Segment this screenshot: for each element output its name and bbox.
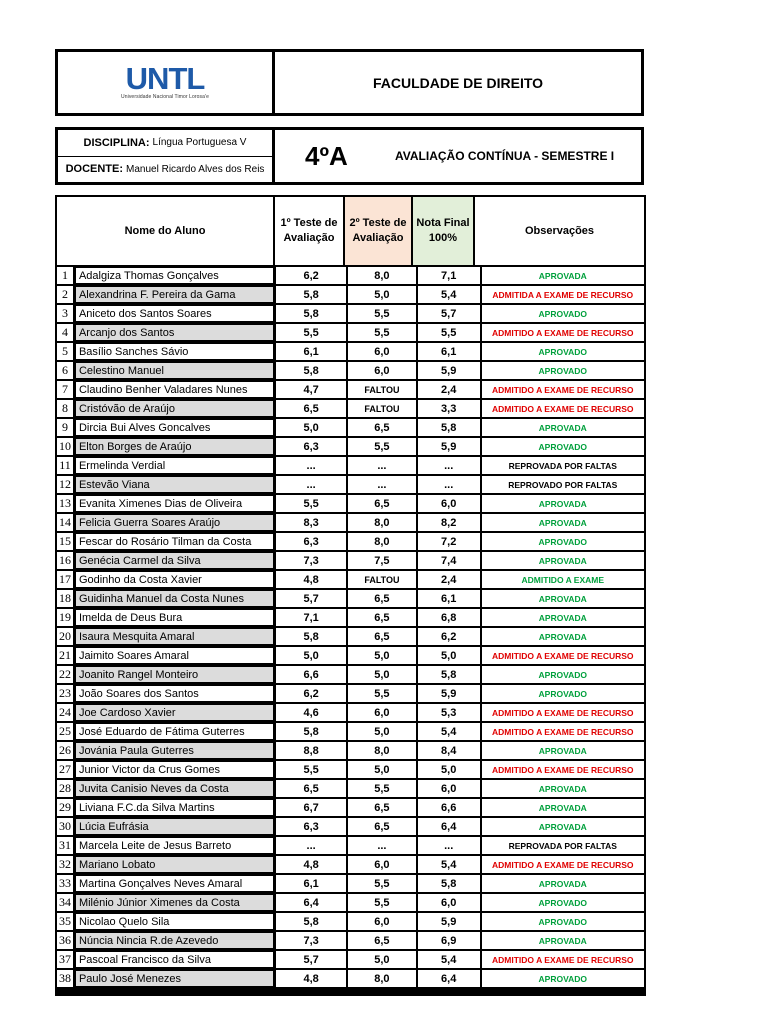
- table-row: [57, 799, 644, 816]
- row-number: 25: [58, 724, 71, 738]
- student-name: Juvita Canisio Neves da Costa: [75, 780, 274, 797]
- table-body: [57, 265, 644, 987]
- test-2-grade: 6,5: [348, 590, 416, 607]
- final-grade: 6,6: [418, 799, 480, 816]
- test-1-grade: 5,8: [276, 362, 346, 379]
- test-1-grade: 6,2: [276, 267, 346, 284]
- student-name: Felicia Guerra Soares Araújo: [75, 514, 274, 531]
- row-number: 27: [58, 762, 71, 776]
- final-grade: ...: [418, 837, 480, 854]
- table-row: [57, 856, 644, 873]
- table-row: [57, 514, 644, 531]
- test-1-grade: 4,8: [276, 571, 346, 588]
- final-grade: 2,4: [418, 381, 480, 398]
- observation-status: APROVADO: [482, 666, 644, 683]
- header-test-1-line2: Avaliação: [283, 232, 335, 244]
- test-1-grade: 6,5: [276, 780, 346, 797]
- table-row: [57, 419, 644, 436]
- test-1-grade: 5,0: [276, 419, 346, 436]
- observation-status: ADMITIDO A EXAME: [482, 571, 644, 588]
- table-row: [57, 476, 644, 493]
- row-number: 31: [58, 838, 71, 852]
- header-test-1: [275, 197, 345, 265]
- observation-status: APROVADA: [482, 552, 644, 569]
- student-name: Cristóvão de Araújo: [75, 400, 274, 417]
- test-1-grade: 5,0: [276, 647, 346, 664]
- table-row: [57, 647, 644, 664]
- student-name: Junior Victor da Crus Gomes: [75, 761, 274, 778]
- row-number: 28: [58, 781, 71, 795]
- test-1-grade: 5,7: [276, 951, 346, 968]
- table-row: [57, 609, 644, 626]
- student-name: Pascoal Francisco da Silva: [75, 951, 274, 968]
- test-2-grade: 5,5: [348, 305, 416, 322]
- header-student-name: Nome do Aluno: [57, 197, 275, 265]
- student-name: João Soares dos Santos: [75, 685, 274, 702]
- table-row: [57, 951, 644, 968]
- test-1-grade: 4,7: [276, 381, 346, 398]
- student-name: Celestino Manuel: [75, 362, 274, 379]
- table-row: [57, 837, 644, 854]
- teacher-label: DOCENTE:: [65, 163, 124, 176]
- row-number: 37: [58, 952, 71, 966]
- table-row: [57, 400, 644, 417]
- observation-status: APROVADA: [482, 932, 644, 949]
- test-1-grade: 8,8: [276, 742, 346, 759]
- test-2-grade: 6,0: [348, 913, 416, 930]
- evaluation-title: AVALIAÇÃO CONTÍNUA - SEMESTRE I: [395, 149, 615, 163]
- test-1-grade: 6,6: [276, 666, 346, 683]
- test-1-grade: 5,8: [276, 305, 346, 322]
- final-grade: 6,9: [418, 932, 480, 949]
- row-number: 15: [58, 534, 71, 548]
- final-grade: 6,0: [418, 495, 480, 512]
- row-number: 30: [58, 819, 71, 833]
- grades-table: [55, 195, 646, 996]
- observation-status: ADMITIDO A EXAME DE RECURSO: [482, 647, 644, 664]
- test-1-grade: 7,3: [276, 932, 346, 949]
- observation-status: APROVADA: [482, 495, 644, 512]
- table-row: [57, 818, 644, 835]
- table-header: [57, 197, 644, 265]
- observation-status: ADMITIDA A EXAME DE RECURSO: [482, 286, 644, 303]
- test-2-grade: 5,5: [348, 780, 416, 797]
- student-name: Elton Borges de Araújo: [75, 438, 274, 455]
- final-grade: 6,4: [418, 818, 480, 835]
- table-row: [57, 590, 644, 607]
- test-2-grade: 5,5: [348, 894, 416, 911]
- test-2-grade: 5,0: [348, 761, 416, 778]
- table-row: [57, 742, 644, 759]
- final-grade: 5,9: [418, 438, 480, 455]
- row-number: 19: [58, 610, 71, 624]
- row-number: 20: [58, 629, 71, 643]
- table-row: [57, 495, 644, 512]
- subject-row: [58, 130, 272, 156]
- test-2-grade: 6,5: [348, 932, 416, 949]
- table-row: [57, 894, 644, 911]
- test-1-grade: 6,5: [276, 400, 346, 417]
- table-row: [57, 533, 644, 550]
- student-name: Jovánia Paula Guterres: [75, 742, 274, 759]
- table-row: [57, 286, 644, 303]
- observation-status: APROVADA: [482, 799, 644, 816]
- observation-status: APROVADO: [482, 362, 644, 379]
- final-grade: 6,8: [418, 609, 480, 626]
- test-1-grade: 7,3: [276, 552, 346, 569]
- test-1-grade: 5,5: [276, 324, 346, 341]
- table-row: [57, 571, 644, 588]
- final-grade: 6,0: [418, 780, 480, 797]
- test-2-grade: 8,0: [348, 514, 416, 531]
- logo-text: UNTL: [125, 61, 205, 96]
- test-1-grade: 4,8: [276, 856, 346, 873]
- student-name: Guidinha Manuel da Costa Nunes: [75, 590, 274, 607]
- test-2-grade: 5,0: [348, 666, 416, 683]
- subject-label: DISCIPLINA:: [83, 136, 150, 149]
- university-logo: [58, 52, 275, 113]
- test-2-grade: 5,5: [348, 875, 416, 892]
- final-grade: 5,7: [418, 305, 480, 322]
- final-grade: 5,8: [418, 419, 480, 436]
- table-row: [57, 267, 644, 284]
- observation-status: APROVADA: [482, 267, 644, 284]
- test-2-grade: 5,0: [348, 723, 416, 740]
- observation-status: ADMITIDO A EXAME DE RECURSO: [482, 761, 644, 778]
- table-row: [57, 913, 644, 930]
- course-details: [58, 130, 275, 182]
- test-1-grade: 7,1: [276, 609, 346, 626]
- observation-status: APROVADO: [482, 894, 644, 911]
- observation-status: ADMITIDO A EXAME DE RECURSO: [482, 381, 644, 398]
- row-number: 8: [57, 400, 73, 417]
- observation-status: APROVADO: [482, 913, 644, 930]
- observation-status: ADMITIDO A EXAME DE RECURSO: [482, 723, 644, 740]
- test-2-grade: 5,0: [348, 647, 416, 664]
- row-number: 1: [57, 267, 73, 284]
- test-2-grade: 6,5: [348, 609, 416, 626]
- test-2-grade: 5,5: [348, 685, 416, 702]
- test-2-grade: ...: [348, 476, 416, 493]
- student-name: Joe Cardoso Xavier: [75, 704, 274, 721]
- test-1-grade: 5,8: [276, 913, 346, 930]
- row-number: 12: [58, 477, 71, 491]
- row-number: 7: [57, 381, 73, 398]
- test-2-grade: FALTOU: [348, 400, 416, 417]
- row-number: 21: [58, 648, 71, 662]
- observation-status: APROVADO: [482, 685, 644, 702]
- test-1-grade: 5,5: [276, 495, 346, 512]
- teacher-row: [58, 156, 272, 183]
- final-grade: 5,5: [418, 324, 480, 341]
- student-name: Marcela Leite de Jesus Barreto: [75, 837, 274, 854]
- logo-subtitle: Universidade Nacional Timor Lorosa'e: [121, 94, 209, 100]
- test-1-grade: 5,5: [276, 761, 346, 778]
- observation-status: APROVADA: [482, 590, 644, 607]
- table-row: [57, 761, 644, 778]
- observation-status: APROVADA: [482, 628, 644, 645]
- student-name: Evanita Ximenes Dias de Oliveira: [75, 495, 274, 512]
- test-2-grade: 6,5: [348, 799, 416, 816]
- test-1-grade: 5,8: [276, 286, 346, 303]
- test-2-grade: FALTOU: [348, 571, 416, 588]
- row-number: 2: [57, 286, 73, 303]
- row-number: 14: [58, 515, 71, 529]
- observation-status: APROVADO: [482, 305, 644, 322]
- final-grade: 7,1: [418, 267, 480, 284]
- test-2-grade: ...: [348, 837, 416, 854]
- test-2-grade: 6,0: [348, 343, 416, 360]
- test-1-grade: 6,7: [276, 799, 346, 816]
- student-name: Godinho da Costa Xavier: [75, 571, 274, 588]
- header-final-grade: [413, 197, 475, 265]
- test-2-grade: 8,0: [348, 267, 416, 284]
- final-grade: 7,4: [418, 552, 480, 569]
- header-test-1-line1: 1º Teste de: [280, 217, 338, 229]
- test-2-grade: 6,0: [348, 362, 416, 379]
- student-name: Aniceto dos Santos Soares: [75, 305, 274, 322]
- observation-status: REPROVADA POR FALTAS: [482, 457, 644, 474]
- row-number: 16: [58, 553, 71, 567]
- test-2-grade: ...: [348, 457, 416, 474]
- final-grade: 3,3: [418, 400, 480, 417]
- table-row: [57, 324, 644, 341]
- final-grade: 5,9: [418, 913, 480, 930]
- test-2-grade: 6,5: [348, 419, 416, 436]
- test-1-grade: ...: [276, 476, 346, 493]
- table-row: [57, 343, 644, 360]
- student-name: Mariano Lobato: [75, 856, 274, 873]
- table-row: [57, 970, 644, 987]
- header-test-2-line1: 2º Teste de: [349, 217, 407, 229]
- final-grade: 5,4: [418, 286, 480, 303]
- table-row: [57, 723, 644, 740]
- test-1-grade: 5,8: [276, 628, 346, 645]
- student-name: Imelda de Deus Bura: [75, 609, 274, 626]
- observation-status: APROVADA: [482, 514, 644, 531]
- faculty-title: FACULDADE DE DIREITO: [372, 74, 544, 91]
- student-name: Ermelinda Verdial: [75, 457, 274, 474]
- observation-status: APROVADA: [482, 419, 644, 436]
- test-2-grade: 5,0: [348, 286, 416, 303]
- final-grade: ...: [418, 476, 480, 493]
- student-name: Joanito Rangel Monteiro: [75, 666, 274, 683]
- test-2-grade: FALTOU: [348, 381, 416, 398]
- table-row: [57, 552, 644, 569]
- observation-status: APROVADO: [482, 438, 644, 455]
- test-2-grade: 7,5: [348, 552, 416, 569]
- table-row: [57, 305, 644, 322]
- final-grade: 5,4: [418, 723, 480, 740]
- course-info-box: [55, 127, 644, 185]
- observation-status: ADMITIDO A EXAME DE RECURSO: [482, 951, 644, 968]
- table-row: [57, 875, 644, 892]
- final-grade: 5,8: [418, 666, 480, 683]
- row-number: 17: [58, 572, 71, 586]
- row-number: 4: [57, 324, 73, 341]
- row-number: 11: [57, 457, 73, 474]
- observation-status: APROVADA: [482, 742, 644, 759]
- final-grade: 5,0: [418, 647, 480, 664]
- test-2-grade: 8,0: [348, 742, 416, 759]
- row-number: 9: [57, 419, 73, 436]
- student-name: Adalgiza Thomas Gonçalves: [75, 267, 274, 284]
- test-1-grade: 5,8: [276, 723, 346, 740]
- observation-status: APROVADA: [482, 875, 644, 892]
- observation-status: ADMITIDO A EXAME DE RECURSO: [482, 324, 644, 341]
- header-test-2-line2: Avaliação: [352, 232, 404, 244]
- final-grade: 6,0: [418, 894, 480, 911]
- observation-status: REPROVADA POR FALTAS: [482, 837, 644, 854]
- row-number: 36: [58, 933, 71, 947]
- test-1-grade: 6,3: [276, 438, 346, 455]
- test-2-grade: 5,5: [348, 324, 416, 341]
- final-grade: 5,0: [418, 761, 480, 778]
- header-final-line1: Nota Final: [416, 217, 470, 229]
- test-2-grade: 5,0: [348, 951, 416, 968]
- final-grade: 6,4: [418, 970, 480, 987]
- student-name: Liviana F.C.da Silva Martins: [75, 799, 274, 816]
- row-number: 24: [58, 705, 71, 719]
- final-grade: 8,2: [418, 514, 480, 531]
- student-name: Núncia Nincia R.de Azevedo: [75, 932, 274, 949]
- row-number: 29: [58, 800, 71, 814]
- test-2-grade: 5,5: [348, 438, 416, 455]
- student-name: Martina Gonçalves Neves Amaral: [75, 875, 274, 892]
- class-details: [275, 130, 641, 182]
- final-grade: 7,2: [418, 533, 480, 550]
- test-1-grade: 6,1: [276, 875, 346, 892]
- test-2-grade: 6,0: [348, 856, 416, 873]
- header-notes: Observações: [475, 197, 644, 265]
- final-grade: 5,4: [418, 951, 480, 968]
- subject-value: Língua Portuguesa V: [152, 137, 247, 149]
- student-name: Arcanjo dos Santos: [75, 324, 274, 341]
- table-row: [57, 381, 644, 398]
- teacher-value: Manuel Ricardo Alves dos Reis: [126, 163, 265, 175]
- student-name: Fescar do Rosário Tilman da Costa: [75, 533, 274, 550]
- final-grade: 5,8: [418, 875, 480, 892]
- row-number: 33: [58, 876, 71, 890]
- test-2-grade: 8,0: [348, 533, 416, 550]
- table-row: [57, 685, 644, 702]
- observation-status: APROVADO: [482, 533, 644, 550]
- student-name: Isaura Mesquita Amaral: [75, 628, 274, 645]
- test-2-grade: 6,5: [348, 495, 416, 512]
- student-name: Claudino Benher Valadares Nunes: [75, 381, 274, 398]
- test-2-grade: 6,0: [348, 704, 416, 721]
- test-1-grade: ...: [276, 837, 346, 854]
- row-number: 38: [58, 971, 71, 985]
- student-name: Nicolao Quelo Sila: [75, 913, 274, 930]
- header-final-line2: 100%: [428, 232, 458, 244]
- student-name: Paulo José Menezes: [75, 970, 274, 987]
- observation-status: ADMITIDO A EXAME DE RECURSO: [482, 400, 644, 417]
- table-row: [57, 628, 644, 645]
- table-row: [57, 362, 644, 379]
- final-grade: ...: [418, 457, 480, 474]
- student-name: Alexandrina F. Pereira da Gama: [75, 286, 274, 303]
- student-name: Lúcia Eufrásia: [75, 818, 274, 835]
- final-grade: 6,1: [418, 590, 480, 607]
- test-1-grade: ...: [276, 457, 346, 474]
- table-row: [57, 666, 644, 683]
- student-name: José Eduardo de Fátima Guterres: [75, 723, 274, 740]
- class-code: 4ºA: [305, 140, 348, 171]
- test-1-grade: 5,7: [276, 590, 346, 607]
- test-2-grade: 6,5: [348, 818, 416, 835]
- observation-status: APROVADA: [482, 818, 644, 835]
- test-1-grade: 6,3: [276, 533, 346, 550]
- row-number: 23: [58, 686, 71, 700]
- header-box: [55, 49, 644, 116]
- test-1-grade: 4,8: [276, 970, 346, 987]
- student-name: Genécia Carmel da Silva: [75, 552, 274, 569]
- row-number: 26: [58, 743, 71, 757]
- row-number: 18: [58, 591, 71, 605]
- row-number: 6: [57, 362, 73, 379]
- table-row: [57, 438, 644, 455]
- student-name: Estevão Viana: [75, 476, 274, 493]
- observation-status: REPROVADO POR FALTAS: [482, 476, 644, 493]
- observation-status: APROVADA: [482, 609, 644, 626]
- row-number: 32: [58, 857, 71, 871]
- table-row: [57, 932, 644, 949]
- final-grade: 8,4: [418, 742, 480, 759]
- row-number: 5: [57, 343, 73, 360]
- test-1-grade: 6,3: [276, 818, 346, 835]
- test-1-grade: 6,2: [276, 685, 346, 702]
- header-test-2: [345, 197, 413, 265]
- observation-status: ADMITIDO A EXAME DE RECURSO: [482, 704, 644, 721]
- row-number: 35: [58, 914, 71, 928]
- observation-status: APROVADO: [482, 343, 644, 360]
- test-2-grade: 8,0: [348, 970, 416, 987]
- final-grade: 5,9: [418, 362, 480, 379]
- final-grade: 5,4: [418, 856, 480, 873]
- table-row: [57, 780, 644, 797]
- final-grade: 5,3: [418, 704, 480, 721]
- row-number: 10: [58, 439, 71, 453]
- row-number: 13: [58, 496, 71, 510]
- observation-status: APROVADO: [482, 970, 644, 987]
- row-number: 22: [58, 667, 71, 681]
- row-number: 3: [57, 305, 73, 322]
- final-grade: 2,4: [418, 571, 480, 588]
- observation-status: APROVADA: [482, 780, 644, 797]
- test-1-grade: 4,6: [276, 704, 346, 721]
- final-grade: 6,2: [418, 628, 480, 645]
- test-1-grade: 8,3: [276, 514, 346, 531]
- student-name: Milénio Júnior Ximenes da Costa: [75, 894, 274, 911]
- table-row: [57, 457, 644, 474]
- student-name: Dircia Bui Alves Goncalves: [75, 419, 274, 436]
- test-2-grade: 6,5: [348, 628, 416, 645]
- final-grade: 6,1: [418, 343, 480, 360]
- student-name: Basílio Sanches Sávio: [75, 343, 274, 360]
- test-1-grade: 6,4: [276, 894, 346, 911]
- student-name: Jaimito Soares Amaral: [75, 647, 274, 664]
- test-1-grade: 6,1: [276, 343, 346, 360]
- table-row: [57, 704, 644, 721]
- observation-status: ADMITIDO A EXAME DE RECURSO: [482, 856, 644, 873]
- row-number: 34: [58, 895, 71, 909]
- final-grade: 5,9: [418, 685, 480, 702]
